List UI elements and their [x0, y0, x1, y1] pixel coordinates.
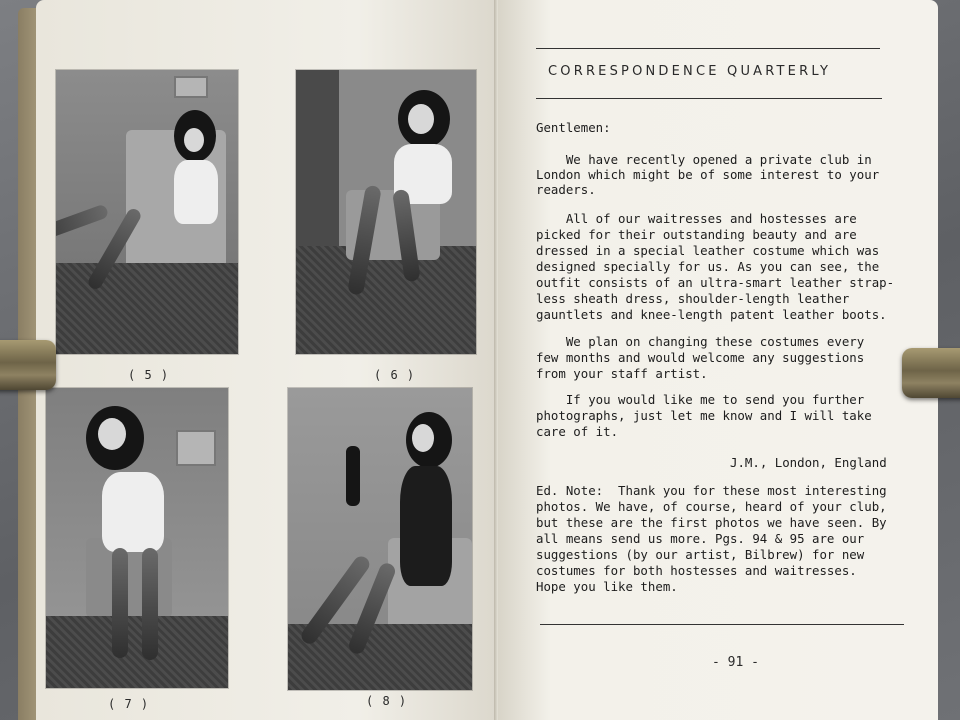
photo-7	[46, 388, 228, 688]
footer-rule	[540, 624, 904, 625]
masthead-title: CORRESPONDENCE QUARTERLY	[548, 64, 832, 79]
photo-8-caption: ( 8 )	[366, 694, 408, 708]
editor-note-line: all means send us more. Pgs. 94 & 95 are our	[536, 531, 865, 546]
book-clip-left	[0, 340, 56, 390]
editor-note-line: but these are the first photos we have seen. By	[536, 515, 887, 530]
editor-note-line: photos. We have, of course, heard of your club,	[536, 499, 887, 514]
letter-line: We have recently opened a private club in	[536, 152, 872, 167]
letter-line: designed specially for us. As you can see, the	[536, 259, 880, 274]
letter-line: care of it.	[536, 424, 619, 439]
editor-note-line: Hope you like them.	[536, 579, 678, 594]
salutation: Gentlemen:	[536, 120, 611, 135]
left-page	[36, 0, 496, 720]
photo-6	[296, 70, 476, 354]
letter-line: from your staff artist.	[536, 366, 708, 381]
letter-line: dressed in a special leather costume which was	[536, 243, 880, 258]
editor-note-line: costumes for both hostesses and waitresses.	[536, 563, 857, 578]
photo-8	[288, 388, 472, 690]
masthead-rule-bottom	[536, 98, 882, 99]
letter-line: gauntlets and knee-length patent leather boots.	[536, 307, 887, 322]
letter-line: photographs, just let me know and I will take	[536, 408, 872, 423]
editor-note-line: suggestions (by our artist, Bilbrew) for new	[536, 547, 865, 562]
photo-5	[56, 70, 238, 354]
photo-7-caption: ( 7 )	[108, 697, 150, 711]
letter-line: We plan on changing these costumes every	[536, 334, 865, 349]
photo-5-caption: ( 5 )	[128, 368, 170, 382]
masthead-rule-top	[536, 48, 880, 49]
letter-line: If you would like me to send you further	[536, 392, 865, 407]
page-number: - 91 -	[712, 655, 759, 670]
letter-line: picked for their outstanding beauty and are	[536, 227, 857, 242]
letter-line: outfit consists of an ultra-smart leather strap-	[536, 275, 895, 290]
book-clip-right	[902, 348, 960, 398]
letter-line: London which might be of some interest to your	[536, 167, 880, 182]
letter-signature: J.M., London, England	[730, 455, 887, 470]
letter-line: few months and would welcome any suggestions	[536, 350, 865, 365]
letter-line: All of our waitresses and hostesses are	[536, 211, 857, 226]
editor-note-line: Ed. Note: Thank you for these most interesting	[536, 483, 887, 498]
photo-6-caption: ( 6 )	[374, 368, 416, 382]
letter-line: less sheath dress, shoulder-length leather	[536, 291, 850, 306]
letter-line: readers.	[536, 182, 596, 197]
